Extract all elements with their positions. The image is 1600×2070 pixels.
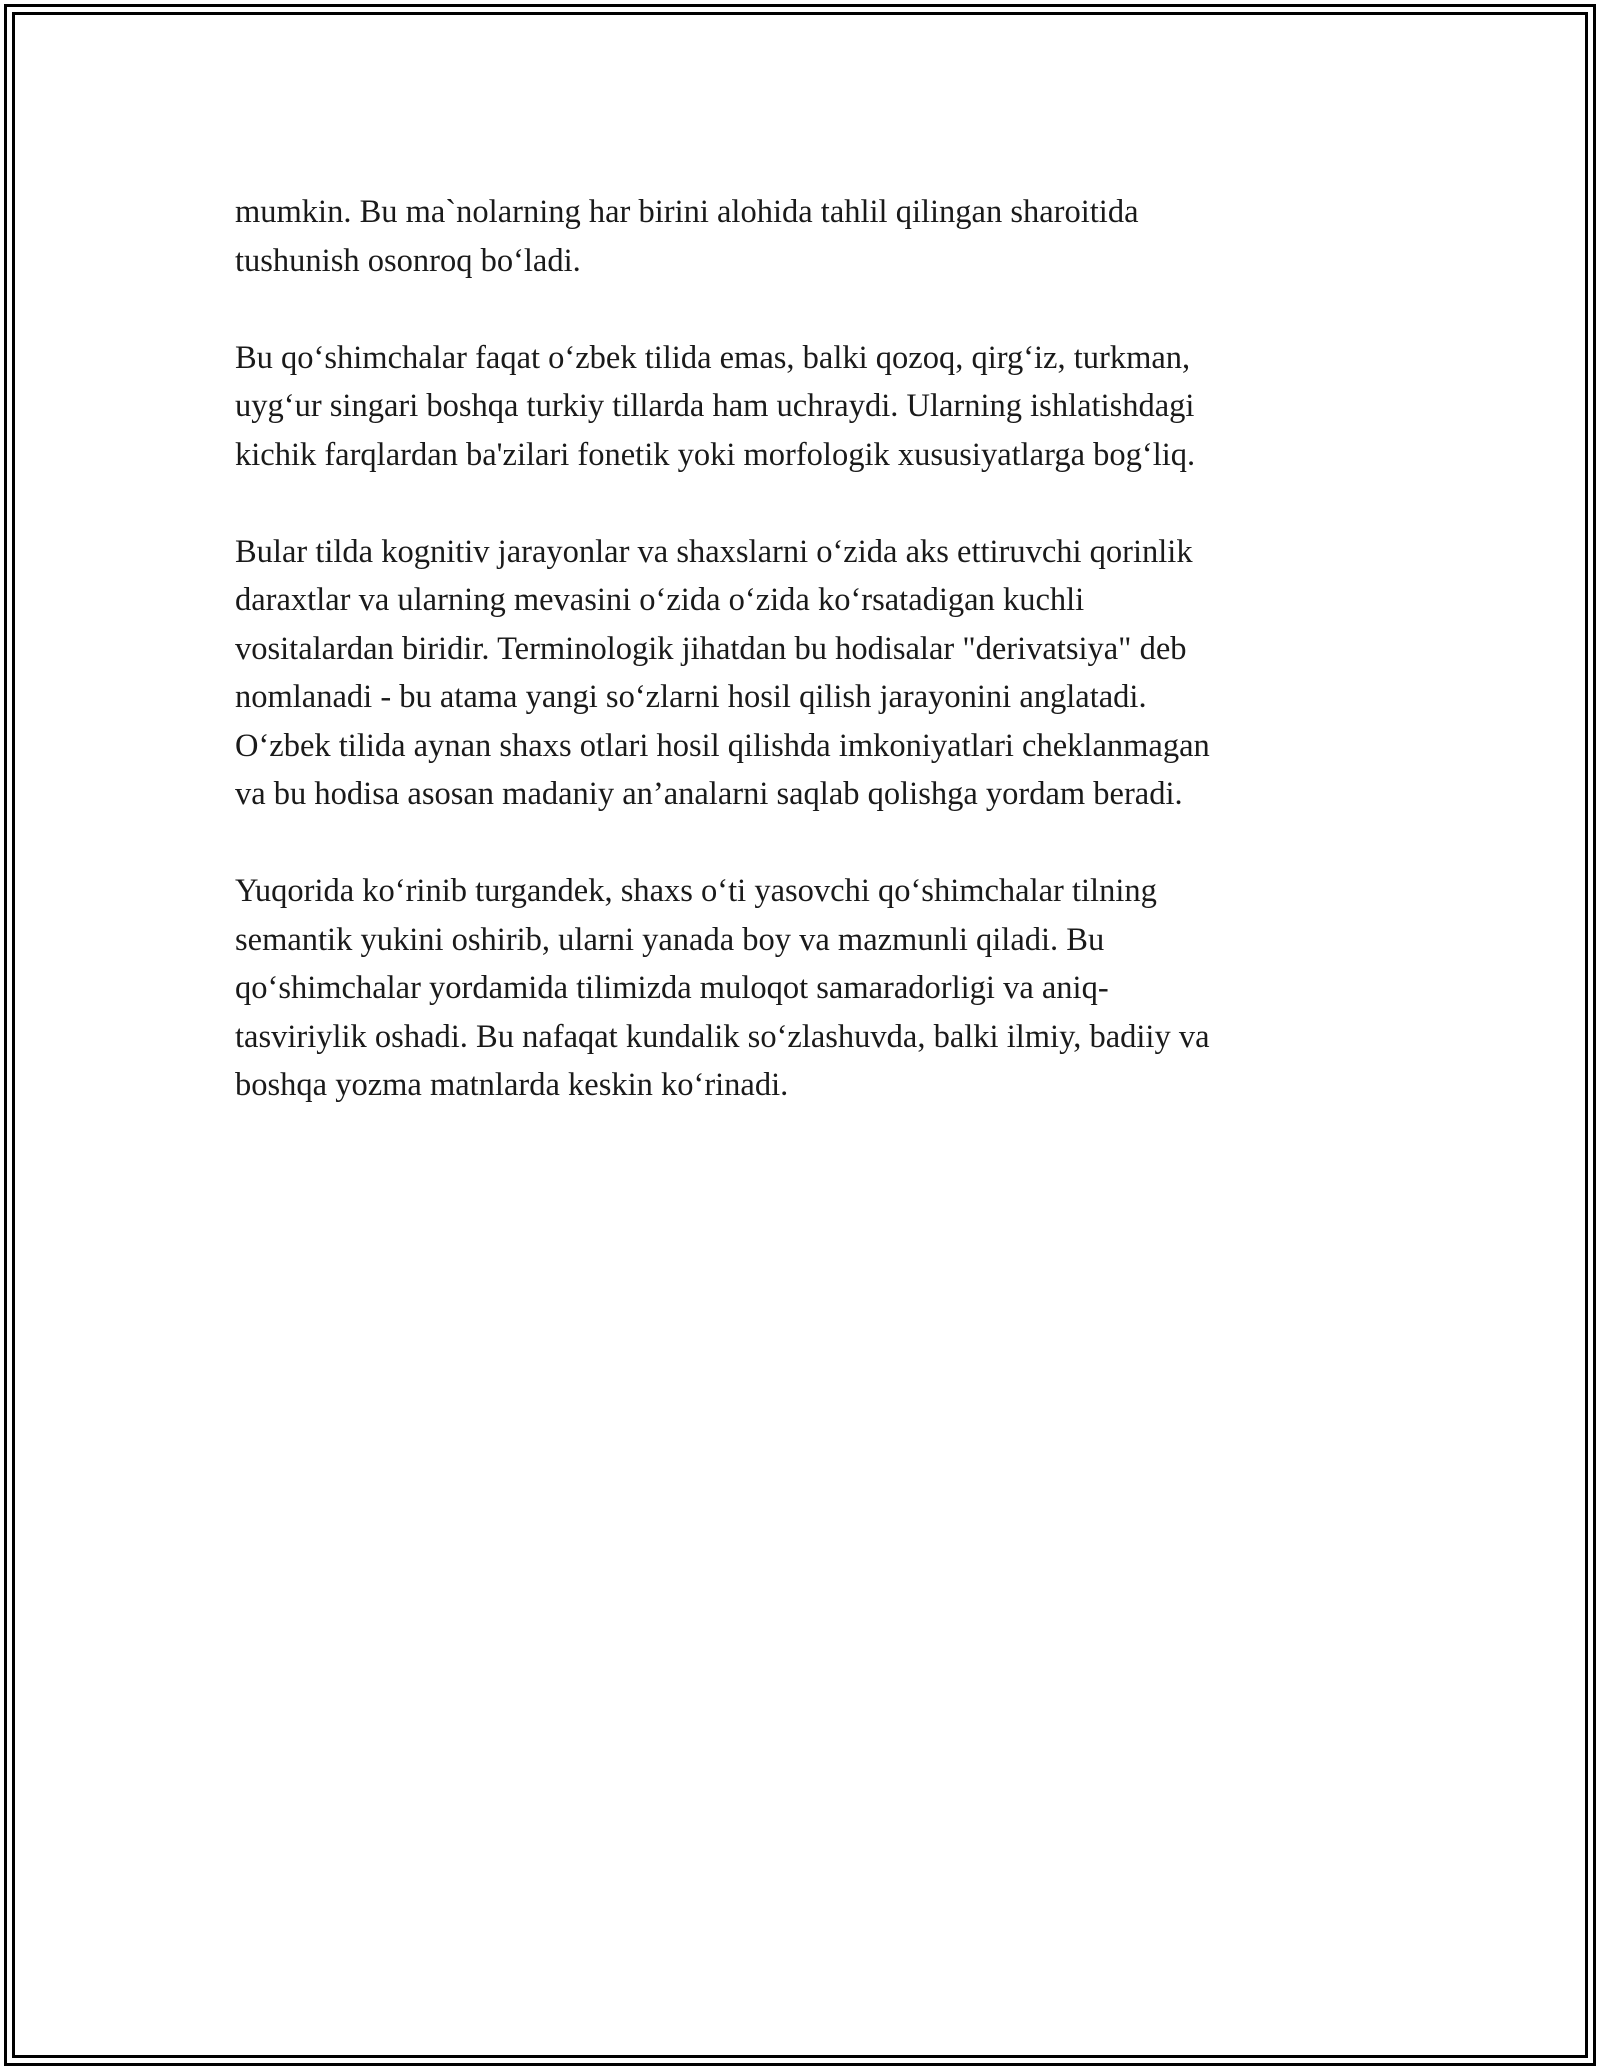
text-line: vositalardan biridir. Terminologik jihatdan bu hodisalar "derivatsiya" deb bbox=[235, 630, 1187, 667]
text-line: kichik farqlardan ba'zilari fonetik yoki morfologik xususiyatlarga bog‘liq. bbox=[235, 436, 1196, 473]
text-line: va bu hodisa asosan madaniy an’analarni saqlab qolishga yordam beradi. bbox=[235, 776, 1183, 812]
text-line: tasviriylik oshadi. Bu nafaqat kundalik so‘zlashuvda, balki ilmiy, badiiy va bbox=[235, 1018, 1210, 1055]
text-line: semantik yukini oshirib, ularni yanada boy va mazmunli qiladi. Bu bbox=[235, 921, 1105, 958]
text-line: mumkin. Bu ma`nolarning har birini alohida tahlil qilingan sharoitida bbox=[235, 194, 1139, 230]
text-line: nomlanadi - bu atama yangi so‘zlarni hosil qilish jarayonini anglatadi. bbox=[235, 679, 1147, 715]
text-line: daraxtlar va ularning mevasini o‘zida o‘zida ko‘rsatadigan kuchli bbox=[235, 582, 1085, 618]
text-line: uyg‘ur singari boshqa turkiy tillarda ham uchraydi. Ularning ishlatishdagi bbox=[235, 388, 1195, 424]
document-body bbox=[235, 188, 1365, 1158]
paragraph-4 bbox=[235, 867, 1365, 1110]
paragraph-2 bbox=[235, 334, 1365, 480]
text-line: O‘zbek tilida aynan shaxs otlari hosil qilishda imkoniyatlari cheklanmagan bbox=[235, 727, 1210, 764]
text-line: boshqa yozma matnlarda keskin ko‘rinadi. bbox=[235, 1067, 789, 1103]
text-line: tushunish osonroq bo‘ladi. bbox=[235, 242, 581, 279]
text-line: Bular tilda kognitiv jarayonlar va shaxslarni o‘zida aks ettiruvchi qorinlik bbox=[235, 533, 1193, 570]
paragraph-3 bbox=[235, 528, 1365, 819]
text-line: qo‘shimchalar yordamida tilimizda muloqot samaradorligi va aniq- bbox=[235, 970, 1109, 1006]
text-line: Yuqorida ko‘rinib turgandek, shaxs o‘ti yasovchi qo‘shimchalar tilning bbox=[235, 873, 1157, 909]
text-line: Bu qo‘shimchalar faqat o‘zbek tilida emas, balki qozoq, qirg‘iz, turkman, bbox=[235, 339, 1191, 376]
paragraph-1 bbox=[235, 188, 1365, 285]
